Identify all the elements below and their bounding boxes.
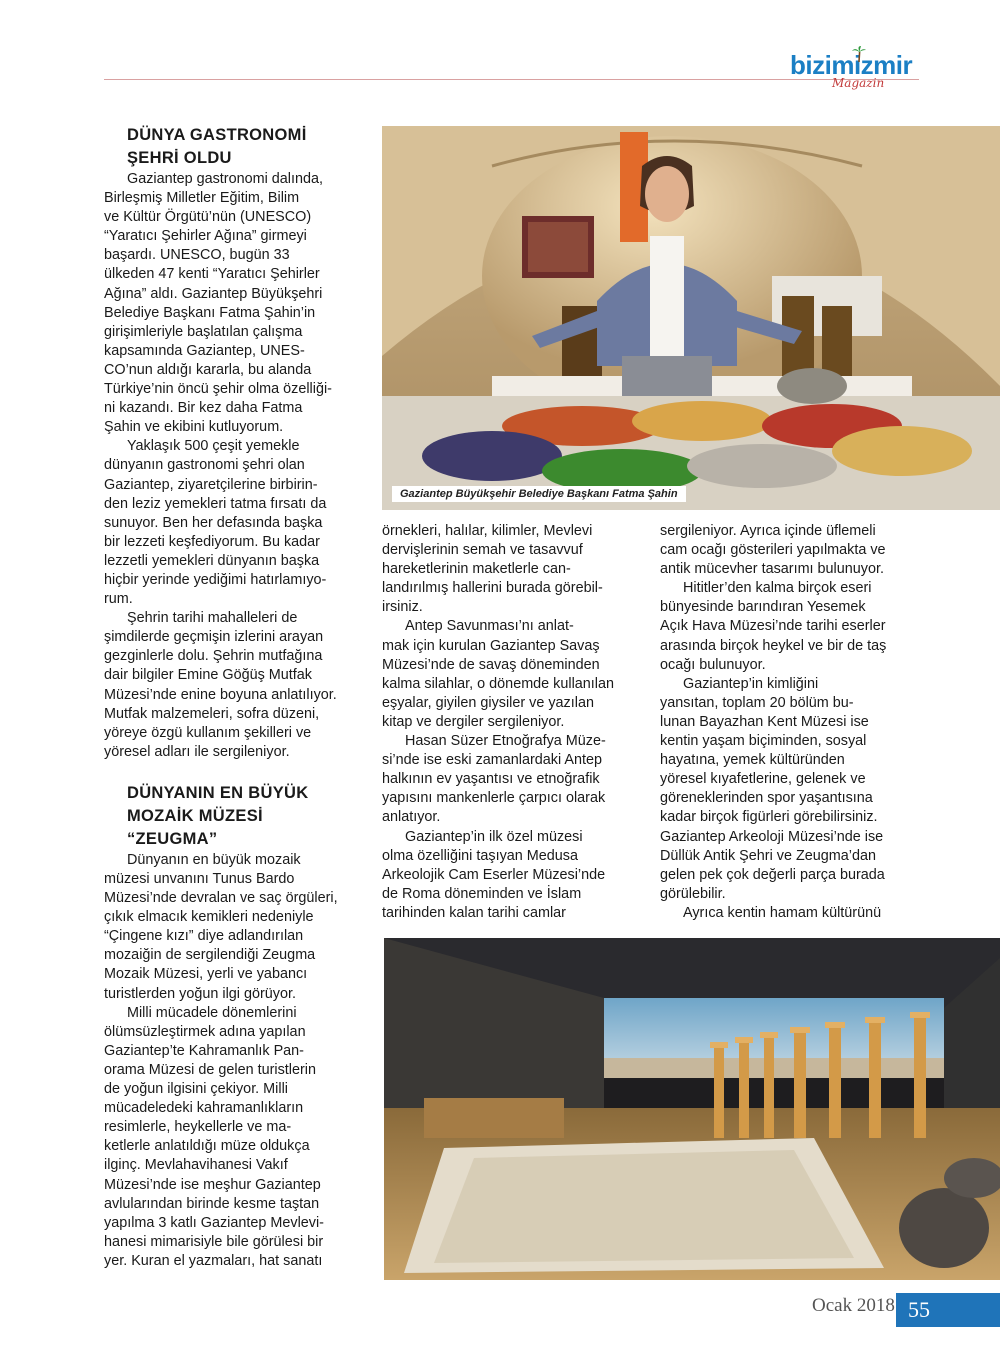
page-number: 55 — [896, 1293, 1000, 1327]
paragraph: örnekleri, halılar, kilimler, Mevlevi dervişlerinin semah ve tasavvuf hareketlerinin maketlerle can- landırılmış hallerini burada görebil- irsiniz. — [382, 523, 603, 616]
mayor-photo — [382, 126, 1000, 510]
paragraph: Şehrin tarihi mahalleleri de şimdilerde geçmişin izlerini arayan gezginlerle dolu. Şehrin mutfağına dair bilgiler Emine Göğüş Mutfak Müzesi’nde enine boyuna anlatılıyor. Mutfak malzemeleri, sofra düzeni, yöreye özgü kullanım şekilleri ve yöresel adları ile sergileniyor. — [104, 610, 337, 760]
paragraph: Gaziantep’in ilk özel müzesi olma özelliğini taşıyan Medusa Arkeolojik Cam Eserler Müzesi’nde de Roma döneminden ve İslam tarihinden kalan tarihi camlar — [382, 828, 606, 921]
issue-date: Ocak 2018 — [812, 1295, 895, 1316]
paragraph: Gaziantep gastronomi dalında, Birleşmiş Milletler Eğitim, Bilim ve Kültür Örgütü’nün (UNESCO) “Yaratıcı Şehirler Ağına” girmeyi başardı. UNESCO, bugün 33 ülkeden 47 kenti “Yaratıcı Şehirler Ağına” aldı. Gaziantep Büyükşehri Belediye Başkanı Fatma Şahin’in girişimleriyle başlatılan çalışma kapsamında Gaziantep, UNES- CO’nun aldığı kararla, bu alanda Türkiye’nin öncü şehir olma özelliği- ni kazandı. Bir kez daha Fatma Şahin ve ekibini kutluyorum. — [104, 171, 332, 436]
logo-text: bizimizmir — [790, 50, 913, 80]
magazine-logo — [790, 50, 925, 95]
paragraph: Hasan Süzer Etnoğrafya Müze- si’nde ise eski zamanlardaki Antep halkının ev yaşantısı ve etnoğrafik yapısını mankenlerle çarpıcı olarak anlatıyor. — [382, 733, 606, 826]
paragraph: Milli mücadele dönemlerini ölümsüzleştirmek adına yapılan Gaziantep’te Kahramanlık Pan- orama Müzesi de gelen turistlerin de yoğun ilgisini çekiyor. Milli mücadeledeki kahramanlıkların resimlerle, heykellerle ve ma- ketlerle anlatıldığı müze oldukça ilginç. Mevlahavihanesi Vakıf Müzesi’nde ise meşhur Gaziantep avlularından birinde kesme taştan yapılma 3 katlı Gaziantep Mevlevi- hanesi mimarisiyle bile görülesi bir yer. Kuran el yazmaları, hat sanatı — [104, 1004, 324, 1269]
paragraph: Hititler’den kalma birçok eseri bünyesinde barındıran Yesemek Açık Hava Müzesi’nde tarihi eserler arasında birçok heykel ve bir de taş ocağı bulunuyor. — [660, 580, 887, 673]
heading-gastronomy: DÜNYA GASTRONOMİ ŞEHRİ OLDU — [127, 126, 307, 167]
paragraph: Yaklaşık 500 çeşit yemekle dünyanın gastronomi şehri olan Gaziantep, ziyaretçilerine birbirin- den leziz yemekleri tatma fırsatı da sunuyor. Ben her defasında başka bir lezzeti keşfediyorum. Bu kadar lezzetli yemekleri dünyanın başka hiçbir yerinde yediğimi hatırlamıyo- rum. — [104, 438, 327, 608]
paragraph: Dünyanın en büyük mozaik müzesi unvanını Tunus Bardo Müzesi’nde devralan ve saç örgüleri, çıkık elmacık kemikleri nedeniyle “Çingene kızı” diye adlandırılan mozaiğin de sergilendiği Zeugma Mozaik Müzesi, yerli ve yabancı turistlerden yoğun ilgi görüyor. — [104, 851, 338, 1002]
paragraph: Antep Savunması’nı anlat- mak için kurulan Gaziantep Savaş Müzesi’nde de savaş döneminden kalma silahlar, o dönemde kullanılan eşyalar, giyilen giysiler ve yazılan kitap ve dergiler sergileniyor. — [382, 618, 614, 730]
heading-zeugma: DÜNYANIN EN BÜYÜK MOZAİK MÜZESİ “ZEUGMA” — [127, 783, 309, 848]
paragraph: Gaziantep’in kimliğini yansıtan, toplam 20 bölüm bu- lunan Bayazhan Kent Müzesi ise kentin yaşam biçiminden, sosyal hayatına, yemek kültüründen yöresel kıyafetlerine, gelenek ve göreneklerinden spor yaşantısına kadar birçok figürleri görebilirsiniz. Gaziantep Arkeoloji Müzesi’nde ise Düllük Antik Şehri ve Zeugma’dan gelen pek çok değerli parça burada görülebilir. — [660, 675, 885, 902]
zeugma-museum-photo — [384, 938, 1000, 1280]
column-3 — [660, 522, 922, 923]
column-1 — [104, 124, 364, 1271]
paragraph: sergileniyor. Ayrıca içinde üflemeli cam ocağı gösterileri yapılmakta ve antik mücevher tasarımı bulunuyor. — [660, 523, 886, 578]
column-2 — [382, 522, 644, 923]
logo-subtitle: Magazin — [832, 76, 885, 90]
photo-caption: Gaziantep Büyükşehir Belediye Başkanı Fatma Şahin — [392, 486, 686, 502]
palm-icon — [852, 46, 866, 62]
paragraph: Ayrıca kentin hamam kültürünü — [683, 904, 882, 921]
